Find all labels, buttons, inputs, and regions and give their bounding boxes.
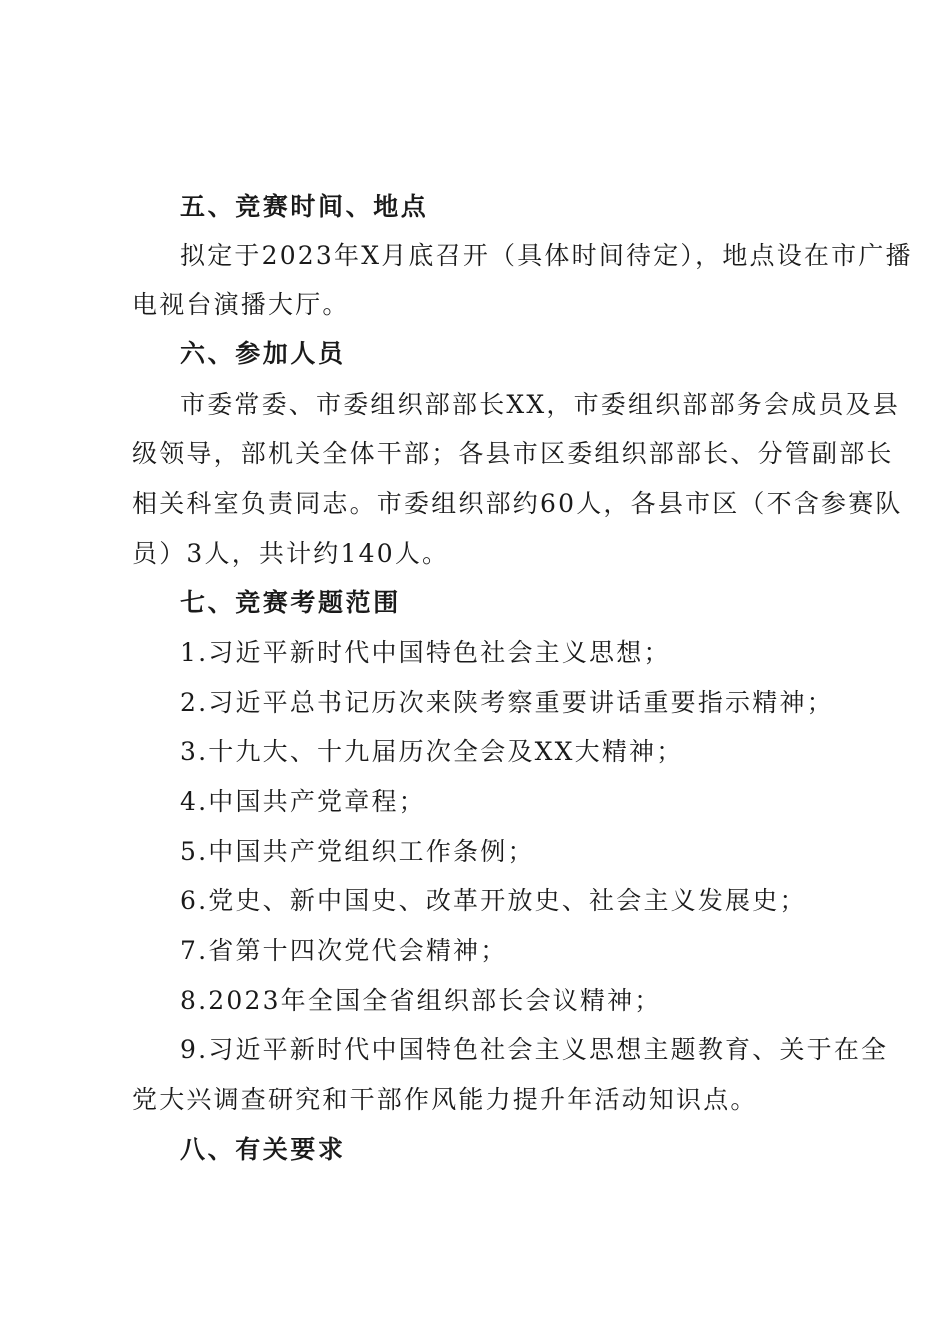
section-6-line-3: 相关科室负责同志。市委组织部约60人，各县市区（不含参赛队 xyxy=(132,489,903,518)
section-6-line-2: 级领导，部机关全体干部；各县市区委组织部部长、分管副部长 xyxy=(132,439,894,468)
section-6-line-4: 员）3人，共计约140人。 xyxy=(132,539,450,568)
section-7-item-6: 6.党史、新中国史、改革开放史、社会主义发展史； xyxy=(180,886,807,915)
section-6-line-1: 市委常委、市委组织部部长XX，市委组织部部务会成员及县 xyxy=(180,390,900,419)
section-7-item-9-line-2: 党大兴调查研究和干部作风能力提升年活动知识点。 xyxy=(132,1085,758,1114)
section-7-item-7: 7.省第十四次党代会精神； xyxy=(180,936,508,965)
section-7-item-5: 5.中国共产党组织工作条例； xyxy=(180,837,535,866)
section-5-line-1: 拟定于2023年X月底召开（具体时间待定），地点设在市广播 xyxy=(180,241,913,270)
section-7-heading: 七、竞赛考题范围 xyxy=(180,588,401,617)
section-7-item-9-line-1: 9.习近平新时代中国特色社会主义思想主题教育、关于在全 xyxy=(180,1035,889,1064)
section-5-heading: 五、竞赛时间、地点 xyxy=(180,192,429,221)
section-7-item-3: 3.十九大、十九届历次全会及XX大精神； xyxy=(180,737,684,766)
section-7-item-1: 1.习近平新时代中国特色社会主义思想； xyxy=(180,638,671,667)
section-5-line-2: 电视台演播大厅。 xyxy=(132,290,350,319)
section-8-heading: 八、有关要求 xyxy=(180,1135,346,1164)
section-7-item-2: 2.习近平总书记历次来陕考察重要讲话重要指示精神； xyxy=(180,688,834,717)
section-7-item-8: 8.2023年全国全省组织部长会议精神； xyxy=(180,986,662,1015)
section-6-heading: 六、参加人员 xyxy=(180,339,346,368)
section-7-item-4: 4.中国共产党章程； xyxy=(180,787,426,816)
